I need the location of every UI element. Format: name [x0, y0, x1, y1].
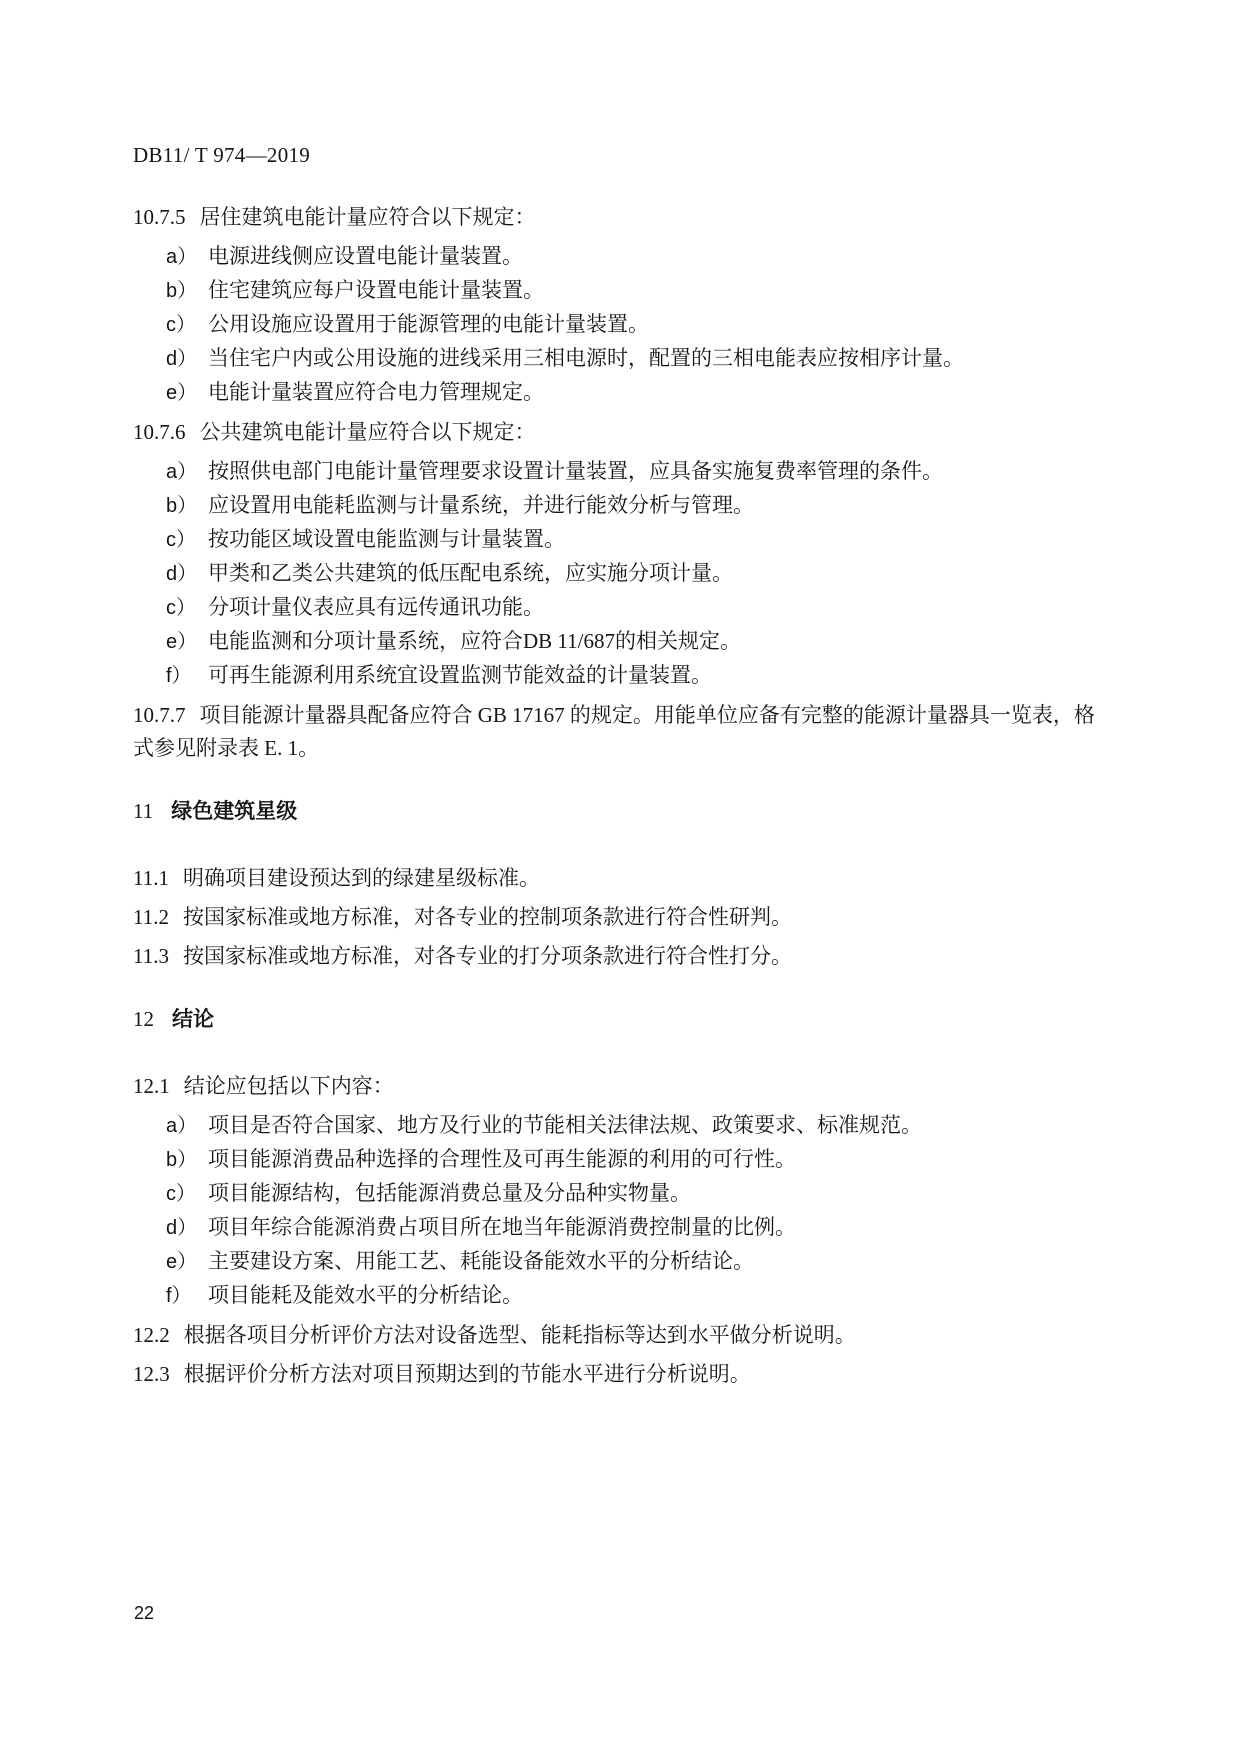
- item-label: e）: [166, 631, 198, 653]
- list-item-4: [133, 342, 1106, 376]
- clause-12.3: [133, 1358, 1106, 1391]
- document-content: [133, 143, 1106, 1397]
- item-label: a）: [166, 246, 198, 268]
- clause-12.2: [133, 1319, 1106, 1352]
- item-text: 项目能源消费品种选择的合理性及可再生能源的利用的可行性。: [208, 1147, 796, 1171]
- list-item-26: [133, 1279, 1106, 1313]
- item-label: b）: [166, 1149, 198, 1171]
- list-item-12: [133, 625, 1106, 659]
- item-label: f）: [166, 665, 192, 687]
- list-item-1: [133, 240, 1106, 274]
- item-label: a）: [166, 461, 198, 483]
- item-text: 可再生能源利用系统宜设置监测节能效益的计量装置。: [208, 663, 712, 687]
- list-item-9: [133, 523, 1106, 557]
- clause-text: 结论应包括以下内容：: [183, 1074, 394, 1098]
- item-text: 公用设施应设置用于能源管理的电能计量装置。: [208, 312, 649, 336]
- clause-text: 按国家标准或地方标准，对各专业的控制项条款进行符合性研判。: [182, 905, 792, 929]
- item-text: 甲类和乙类公共建筑的低压配电系统，应实施分项计量。: [208, 561, 733, 585]
- document-code-header: DB11/ T 974—2019: [133, 143, 311, 167]
- clause-12.1: [133, 1070, 1106, 1103]
- item-text: 住宅建筑应每户设置电能计量装置。: [208, 278, 544, 302]
- list-item-22: [133, 1143, 1106, 1177]
- item-text: 按照供电部门电能计量管理要求设置计量装置，应具备实施复费率管理的条件。: [208, 459, 943, 483]
- clause-text: 明确项目建设预达到的绿建星级标准。: [182, 866, 540, 890]
- list-item-3: [133, 308, 1106, 342]
- page-number: 22: [134, 1603, 155, 1623]
- list-item-7: [133, 455, 1106, 489]
- clause-11.3: [133, 940, 1106, 973]
- list-item-2: [133, 274, 1106, 308]
- item-label: b）: [166, 495, 198, 517]
- clause-10.7.7: [133, 699, 1106, 765]
- item-label: d）: [166, 1217, 198, 1239]
- item-text: 项目是否符合国家、地方及行业的节能相关法律法规、政策要求、标准规范。: [208, 1113, 922, 1137]
- clause-number: 12.3: [133, 1362, 170, 1386]
- list-item-13: [133, 659, 1106, 693]
- list-item-24: [133, 1211, 1106, 1245]
- clause-10.7.5: [133, 201, 1106, 234]
- item-text: 电能监测和分项计量系统，应符合DB 11/687的相关规定。: [208, 629, 741, 653]
- clause-number: 10.7.7: [133, 703, 186, 727]
- document-body: [133, 201, 1106, 1391]
- list-item-8: [133, 489, 1106, 523]
- item-label: f）: [166, 1285, 192, 1307]
- clause-text: 按国家标准或地方标准，对各专业的打分项条款进行符合性打分。: [182, 944, 792, 968]
- item-label: c）: [166, 1183, 196, 1205]
- clause-number: 10.7.5: [133, 205, 186, 229]
- list-item-25: [133, 1245, 1106, 1279]
- clause-10.7.6: [133, 416, 1106, 449]
- clause-text: 居住建筑电能计量应符合以下规定：: [199, 205, 536, 229]
- item-text: 项目年综合能源消费占项目所在地当年能源消费控制量的比例。: [208, 1215, 796, 1239]
- clause-number: 12: [133, 1007, 154, 1031]
- clause-text: 根据评价分析方法对项目预期达到的节能水平进行分析说明。: [183, 1362, 751, 1386]
- clause-number: 11.3: [133, 944, 169, 968]
- item-text: 当住宅户内或公用设施的进线采用三相电源时，配置的三相电能表应按相序计量。: [208, 346, 964, 370]
- clause-text: 结论: [172, 1007, 214, 1031]
- item-label: d）: [166, 563, 198, 585]
- list-item-10: [133, 557, 1106, 591]
- item-label: e）: [166, 382, 198, 404]
- clause-text: 绿色建筑星级: [171, 799, 298, 823]
- list-item-23: [133, 1177, 1106, 1211]
- clause-number: 12.2: [133, 1323, 170, 1347]
- item-text: 电能计量装置应符合电力管理规定。: [208, 380, 544, 404]
- clause-number: 12.1: [133, 1074, 170, 1098]
- clause-number: 11: [133, 799, 154, 823]
- clause-text: 公共建筑电能计量应符合以下规定：: [199, 420, 536, 444]
- item-text: 分项计量仪表应具有远传通讯功能。: [208, 595, 544, 619]
- list-item-21: [133, 1109, 1106, 1143]
- item-text: 主要建设方案、用能工艺、耗能设备能效水平的分析结论。: [208, 1249, 754, 1273]
- item-label: c）: [166, 529, 196, 551]
- item-text: 应设置用电能耗监测与计量系统，并进行能效分析与管理。: [208, 493, 754, 517]
- clause-text: 项目能源计量器具配备应符合 GB 17167 的规定。用能单位应备有完整的能源计量器具一览表，格式参见附录表 E. 1。: [133, 703, 1095, 760]
- section-heading-12: [133, 1003, 1106, 1036]
- item-text: 电源进线侧应设置电能计量装置。: [208, 244, 523, 268]
- clause-11.2: [133, 901, 1106, 934]
- section-heading-11: [133, 795, 1106, 828]
- item-text: 项目能耗及能效水平的分析结论。: [208, 1283, 523, 1307]
- item-text: 按功能区域设置电能监测与计量装置。: [208, 527, 565, 551]
- item-label: c）: [166, 314, 196, 336]
- list-item-5: [133, 376, 1106, 410]
- item-text: 项目能源结构，包括能源消费总量及分品种实物量。: [208, 1181, 691, 1205]
- list-item-11: [133, 591, 1106, 625]
- clause-number: 10.7.6: [133, 420, 186, 444]
- item-label: e）: [166, 1251, 198, 1273]
- clause-text: 根据各项目分析评价方法对设备选型、能耗指标等达到水平做分析说明。: [183, 1323, 856, 1347]
- clause-number: 11.2: [133, 905, 169, 929]
- item-label: b）: [166, 280, 198, 302]
- item-label: a）: [166, 1115, 198, 1137]
- item-label: c）: [166, 597, 196, 619]
- item-label: d）: [166, 348, 198, 370]
- clause-number: 11.1: [133, 866, 169, 890]
- clause-11.1: [133, 862, 1106, 895]
